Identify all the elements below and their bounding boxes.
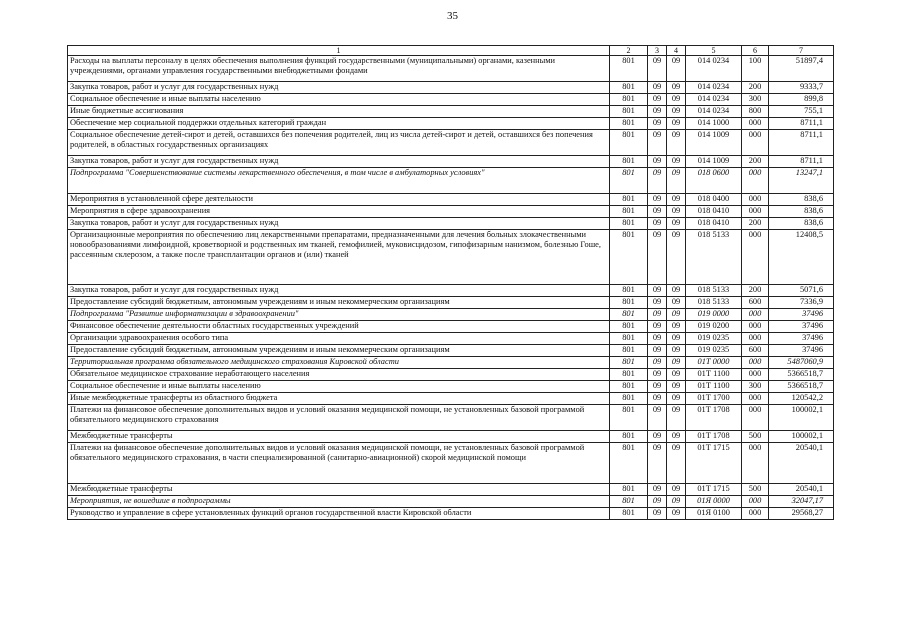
row-section-cell: 09 bbox=[648, 82, 667, 94]
row-target-cell: 018 5133 bbox=[686, 230, 742, 285]
row-section-cell: 09 bbox=[648, 285, 667, 297]
row-amount-cell: 755,1 bbox=[769, 106, 834, 118]
row-name-cell: Расходы на выплаты персоналу в целях обеспечения выполнения функций государственными (муниципальными) органами, казенными учреждениями, органами управления государственными внебюджетными фондами bbox=[68, 56, 610, 82]
row-expense-type-cell: 000 bbox=[742, 405, 769, 431]
row-amount-cell: 37496 bbox=[769, 345, 834, 357]
table-row bbox=[68, 168, 834, 194]
row-subsection-cell: 09 bbox=[667, 168, 686, 194]
row-target-cell: 019 0235 bbox=[686, 333, 742, 345]
table-row bbox=[68, 118, 834, 130]
row-name-cell: Мероприятия, не вошедшие в подпрограммы bbox=[68, 496, 610, 508]
row-name-cell: Мероприятия в сфере здравоохранения bbox=[68, 206, 610, 218]
row-expense-type-cell: 000 bbox=[742, 321, 769, 333]
table-row bbox=[68, 443, 834, 484]
table-row bbox=[68, 345, 834, 357]
row-section-cell: 09 bbox=[648, 496, 667, 508]
row-target-cell: 01Т 1708 bbox=[686, 405, 742, 431]
row-name-cell: Закупка товаров, работ и услуг для государственных нужд bbox=[68, 156, 610, 168]
row-target-cell: 018 5133 bbox=[686, 297, 742, 309]
row-code-cell: 801 bbox=[610, 106, 648, 118]
row-amount-cell: 13247,1 bbox=[769, 168, 834, 194]
row-code-cell: 801 bbox=[610, 381, 648, 393]
row-expense-type-cell: 000 bbox=[742, 393, 769, 405]
row-amount-cell: 12408,5 bbox=[769, 230, 834, 285]
row-section-cell: 09 bbox=[648, 94, 667, 106]
row-subsection-cell: 09 bbox=[667, 156, 686, 168]
row-code-cell: 801 bbox=[610, 297, 648, 309]
row-expense-type-cell: 500 bbox=[742, 431, 769, 443]
row-code-cell: 801 bbox=[610, 168, 648, 194]
row-expense-type-cell: 000 bbox=[742, 130, 769, 156]
table-row bbox=[68, 393, 834, 405]
row-expense-type-cell: 200 bbox=[742, 82, 769, 94]
row-section-cell: 09 bbox=[648, 130, 667, 156]
row-subsection-cell: 09 bbox=[667, 405, 686, 431]
row-amount-cell: 5071,6 bbox=[769, 285, 834, 297]
row-name-cell: Руководство и управление в сфере установленных функций органов государственной власти Кировской области bbox=[68, 508, 610, 520]
row-section-cell: 09 bbox=[648, 381, 667, 393]
row-code-cell: 801 bbox=[610, 496, 648, 508]
row-name-cell: Закупка товаров, работ и услуг для государственных нужд bbox=[68, 218, 610, 230]
row-amount-cell: 9333,7 bbox=[769, 82, 834, 94]
table-row bbox=[68, 381, 834, 393]
table-row bbox=[68, 230, 834, 285]
column-header: 2 bbox=[610, 46, 648, 56]
row-section-cell: 09 bbox=[648, 156, 667, 168]
row-name-cell: Закупка товаров, работ и услуг для государственных нужд bbox=[68, 285, 610, 297]
row-section-cell: 09 bbox=[648, 206, 667, 218]
table-row bbox=[68, 130, 834, 156]
row-code-cell: 801 bbox=[610, 508, 648, 520]
row-amount-cell: 5366518,7 bbox=[769, 369, 834, 381]
row-target-cell: 01Т 1708 bbox=[686, 431, 742, 443]
row-section-cell: 09 bbox=[648, 508, 667, 520]
row-name-cell: Мероприятия в установленной сфере деятельности bbox=[68, 194, 610, 206]
row-code-cell: 801 bbox=[610, 357, 648, 369]
row-subsection-cell: 09 bbox=[667, 357, 686, 369]
row-subsection-cell: 09 bbox=[667, 333, 686, 345]
row-code-cell: 801 bbox=[610, 118, 648, 130]
row-section-cell: 09 bbox=[648, 56, 667, 82]
row-amount-cell: 120542,2 bbox=[769, 393, 834, 405]
row-amount-cell: 7336,9 bbox=[769, 297, 834, 309]
row-name-cell: Иные межбюджетные трансферты из областного бюджета bbox=[68, 393, 610, 405]
row-target-cell: 019 0000 bbox=[686, 309, 742, 321]
row-subsection-cell: 09 bbox=[667, 218, 686, 230]
row-section-cell: 09 bbox=[648, 218, 667, 230]
column-header: 3 bbox=[648, 46, 667, 56]
row-amount-cell: 32047,17 bbox=[769, 496, 834, 508]
row-subsection-cell: 09 bbox=[667, 130, 686, 156]
table-row bbox=[68, 218, 834, 230]
row-target-cell: 014 1000 bbox=[686, 118, 742, 130]
row-name-cell: Организации здравоохранения особого типа bbox=[68, 333, 610, 345]
row-target-cell: 018 5133 bbox=[686, 285, 742, 297]
row-code-cell: 801 bbox=[610, 206, 648, 218]
row-target-cell: 018 0600 bbox=[686, 168, 742, 194]
row-code-cell: 801 bbox=[610, 369, 648, 381]
row-name-cell: Территориальная программа обязательного медицинского страхования Кировской области bbox=[68, 357, 610, 369]
row-section-cell: 09 bbox=[648, 369, 667, 381]
row-expense-type-cell: 000 bbox=[742, 496, 769, 508]
row-code-cell: 801 bbox=[610, 156, 648, 168]
row-section-cell: 09 bbox=[648, 118, 667, 130]
table-row bbox=[68, 484, 834, 496]
row-subsection-cell: 09 bbox=[667, 94, 686, 106]
row-name-cell: Социальное обеспечение детей-сирот и детей, оставшихся без попечения родителей, лиц из числа детей-сирот и детей, оставшихся без попечения родителей, в областных государственных организациях bbox=[68, 130, 610, 156]
table-row bbox=[68, 369, 834, 381]
row-expense-type-cell: 000 bbox=[742, 508, 769, 520]
row-expense-type-cell: 000 bbox=[742, 333, 769, 345]
column-header: 5 bbox=[686, 46, 742, 56]
row-code-cell: 801 bbox=[610, 443, 648, 484]
row-expense-type-cell: 000 bbox=[742, 168, 769, 194]
row-target-cell: 01Т 1715 bbox=[686, 443, 742, 484]
table-row bbox=[68, 194, 834, 206]
row-code-cell: 801 bbox=[610, 309, 648, 321]
row-expense-type-cell: 000 bbox=[742, 369, 769, 381]
column-header: 7 bbox=[769, 46, 834, 56]
row-expense-type-cell: 500 bbox=[742, 484, 769, 496]
row-amount-cell: 20540,1 bbox=[769, 443, 834, 484]
row-code-cell: 801 bbox=[610, 405, 648, 431]
row-section-cell: 09 bbox=[648, 357, 667, 369]
row-code-cell: 801 bbox=[610, 82, 648, 94]
row-expense-type-cell: 200 bbox=[742, 156, 769, 168]
row-name-cell: Межбюджетные трансферты bbox=[68, 484, 610, 496]
row-section-cell: 09 bbox=[648, 431, 667, 443]
row-subsection-cell: 09 bbox=[667, 297, 686, 309]
row-target-cell: 014 0234 bbox=[686, 56, 742, 82]
row-amount-cell: 8711,1 bbox=[769, 130, 834, 156]
row-code-cell: 801 bbox=[610, 230, 648, 285]
row-code-cell: 801 bbox=[610, 218, 648, 230]
table-row bbox=[68, 106, 834, 118]
row-code-cell: 801 bbox=[610, 393, 648, 405]
row-subsection-cell: 09 bbox=[667, 230, 686, 285]
table-row bbox=[68, 297, 834, 309]
row-code-cell: 801 bbox=[610, 333, 648, 345]
row-expense-type-cell: 800 bbox=[742, 106, 769, 118]
row-amount-cell: 37496 bbox=[769, 309, 834, 321]
table-row bbox=[68, 56, 834, 82]
table-header-row bbox=[68, 46, 834, 56]
row-subsection-cell: 09 bbox=[667, 443, 686, 484]
row-section-cell: 09 bbox=[648, 321, 667, 333]
row-name-cell: Закупка товаров, работ и услуг для государственных нужд bbox=[68, 82, 610, 94]
row-amount-cell: 838,6 bbox=[769, 218, 834, 230]
budget-table bbox=[67, 45, 834, 520]
row-section-cell: 09 bbox=[648, 443, 667, 484]
row-subsection-cell: 09 bbox=[667, 206, 686, 218]
table-row bbox=[68, 333, 834, 345]
row-section-cell: 09 bbox=[648, 230, 667, 285]
row-subsection-cell: 09 bbox=[667, 508, 686, 520]
column-header: 4 bbox=[667, 46, 686, 56]
table-row bbox=[68, 309, 834, 321]
row-section-cell: 09 bbox=[648, 405, 667, 431]
row-expense-type-cell: 300 bbox=[742, 381, 769, 393]
row-subsection-cell: 09 bbox=[667, 381, 686, 393]
table-row bbox=[68, 156, 834, 168]
row-name-cell: Обеспечение мер социальной поддержки отдельных категорий граждан bbox=[68, 118, 610, 130]
row-name-cell: Социальное обеспечение и иные выплаты населению bbox=[68, 94, 610, 106]
row-amount-cell: 5366518,7 bbox=[769, 381, 834, 393]
row-target-cell: 018 0410 bbox=[686, 206, 742, 218]
row-section-cell: 09 bbox=[648, 345, 667, 357]
row-name-cell: Иные бюджетные ассигнования bbox=[68, 106, 610, 118]
row-section-cell: 09 bbox=[648, 297, 667, 309]
row-amount-cell: 838,6 bbox=[769, 194, 834, 206]
row-target-cell: 019 0235 bbox=[686, 345, 742, 357]
row-expense-type-cell: 600 bbox=[742, 297, 769, 309]
row-name-cell: Обязательное медицинское страхование неработающего населения bbox=[68, 369, 610, 381]
row-target-cell: 01Т 1700 bbox=[686, 393, 742, 405]
row-expense-type-cell: 000 bbox=[742, 230, 769, 285]
page-number: 35 bbox=[447, 10, 458, 22]
row-target-cell: 014 1009 bbox=[686, 130, 742, 156]
row-amount-cell: 5487060,9 bbox=[769, 357, 834, 369]
row-subsection-cell: 09 bbox=[667, 118, 686, 130]
table-row bbox=[68, 496, 834, 508]
row-subsection-cell: 09 bbox=[667, 345, 686, 357]
row-code-cell: 801 bbox=[610, 484, 648, 496]
row-section-cell: 09 bbox=[648, 333, 667, 345]
row-expense-type-cell: 000 bbox=[742, 443, 769, 484]
row-target-cell: 01Т 1715 bbox=[686, 484, 742, 496]
row-subsection-cell: 09 bbox=[667, 369, 686, 381]
row-target-cell: 01Я 0100 bbox=[686, 508, 742, 520]
row-section-cell: 09 bbox=[648, 484, 667, 496]
row-target-cell: 01Т 1100 bbox=[686, 369, 742, 381]
row-target-cell: 014 0234 bbox=[686, 106, 742, 118]
row-target-cell: 01Т 0000 bbox=[686, 357, 742, 369]
row-amount-cell: 838,6 bbox=[769, 206, 834, 218]
row-target-cell: 018 0400 bbox=[686, 194, 742, 206]
table-row bbox=[68, 94, 834, 106]
table-row bbox=[68, 285, 834, 297]
row-name-cell: Предоставление субсидий бюджетным, автономным учреждениям и иным некоммерческим организациям bbox=[68, 297, 610, 309]
row-expense-type-cell: 000 bbox=[742, 206, 769, 218]
table-row bbox=[68, 357, 834, 369]
row-name-cell: Платежи на финансовое обеспечение дополнительных видов и условий оказания медицинской помощи, не установленных базовой программой обязательного медицинского страхования bbox=[68, 405, 610, 431]
row-name-cell: Предоставление субсидий бюджетным, автономным учреждениям и иным некоммерческим организациям bbox=[68, 345, 610, 357]
row-code-cell: 801 bbox=[610, 130, 648, 156]
row-expense-type-cell: 000 bbox=[742, 357, 769, 369]
row-name-cell: Организационные мероприятия по обеспечению лиц лекарственными препаратами, предназначенными для лечения больных злокачественными новообразованиями лимфоидной, кроветворной и родственных им тканей, гемофилией, муковисцидозом, гипофизарным нанизмом, болезнью Гоше, рассеянным склерозом, а также после трансплантации органов и (или) тканей bbox=[68, 230, 610, 285]
table-row bbox=[68, 82, 834, 94]
row-code-cell: 801 bbox=[610, 94, 648, 106]
row-expense-type-cell: 000 bbox=[742, 194, 769, 206]
table-row bbox=[68, 206, 834, 218]
row-code-cell: 801 bbox=[610, 345, 648, 357]
row-amount-cell: 37496 bbox=[769, 321, 834, 333]
row-subsection-cell: 09 bbox=[667, 82, 686, 94]
row-name-cell: Социальное обеспечение и иные выплаты населению bbox=[68, 381, 610, 393]
row-amount-cell: 29568,27 bbox=[769, 508, 834, 520]
row-expense-type-cell: 200 bbox=[742, 218, 769, 230]
row-subsection-cell: 09 bbox=[667, 393, 686, 405]
row-amount-cell: 37496 bbox=[769, 333, 834, 345]
row-target-cell: 014 0234 bbox=[686, 82, 742, 94]
row-code-cell: 801 bbox=[610, 56, 648, 82]
row-amount-cell: 20540,1 bbox=[769, 484, 834, 496]
row-subsection-cell: 09 bbox=[667, 285, 686, 297]
row-subsection-cell: 09 bbox=[667, 484, 686, 496]
table-row bbox=[68, 431, 834, 443]
row-amount-cell: 51897,4 bbox=[769, 56, 834, 82]
row-target-cell: 01Я 0000 bbox=[686, 496, 742, 508]
table-row bbox=[68, 508, 834, 520]
row-subsection-cell: 09 bbox=[667, 321, 686, 333]
row-expense-type-cell: 100 bbox=[742, 56, 769, 82]
table-row bbox=[68, 321, 834, 333]
row-expense-type-cell: 600 bbox=[742, 345, 769, 357]
row-expense-type-cell: 000 bbox=[742, 309, 769, 321]
row-name-cell: Межбюджетные трансферты bbox=[68, 431, 610, 443]
row-name-cell: Подпрограмма "Развитие информатизации в здравоохранении" bbox=[68, 309, 610, 321]
row-section-cell: 09 bbox=[648, 106, 667, 118]
row-amount-cell: 8711,1 bbox=[769, 118, 834, 130]
row-name-cell: Платежи на финансовое обеспечение дополнительных видов и условий оказания медицинской помощи, не установленных базовой программой обязательного медицинского страхования, в части специализированной (санитарно-авиационной) скорой медицинской помощи bbox=[68, 443, 610, 484]
row-target-cell: 014 1009 bbox=[686, 156, 742, 168]
row-target-cell: 014 0234 bbox=[686, 94, 742, 106]
row-amount-cell: 100002,1 bbox=[769, 405, 834, 431]
row-section-cell: 09 bbox=[648, 393, 667, 405]
row-section-cell: 09 bbox=[648, 168, 667, 194]
row-subsection-cell: 09 bbox=[667, 431, 686, 443]
row-subsection-cell: 09 bbox=[667, 309, 686, 321]
row-target-cell: 018 0410 bbox=[686, 218, 742, 230]
row-amount-cell: 8711,1 bbox=[769, 156, 834, 168]
row-code-cell: 801 bbox=[610, 194, 648, 206]
column-header: 1 bbox=[68, 46, 610, 56]
row-expense-type-cell: 000 bbox=[742, 118, 769, 130]
row-subsection-cell: 09 bbox=[667, 106, 686, 118]
row-expense-type-cell: 200 bbox=[742, 285, 769, 297]
row-target-cell: 019 0200 bbox=[686, 321, 742, 333]
row-amount-cell: 899,8 bbox=[769, 94, 834, 106]
table-row bbox=[68, 405, 834, 431]
row-subsection-cell: 09 bbox=[667, 194, 686, 206]
row-amount-cell: 100002,1 bbox=[769, 431, 834, 443]
row-target-cell: 01Т 1100 bbox=[686, 381, 742, 393]
row-subsection-cell: 09 bbox=[667, 56, 686, 82]
row-section-cell: 09 bbox=[648, 194, 667, 206]
row-name-cell: Подпрограмма "Совершенствование системы лекарственного обеспечения, в том числе в амбулаторных условиях" bbox=[68, 168, 610, 194]
row-subsection-cell: 09 bbox=[667, 496, 686, 508]
row-code-cell: 801 bbox=[610, 285, 648, 297]
row-section-cell: 09 bbox=[648, 309, 667, 321]
row-code-cell: 801 bbox=[610, 431, 648, 443]
row-expense-type-cell: 300 bbox=[742, 94, 769, 106]
row-name-cell: Финансовое обеспечение деятельности областных государственных учреждений bbox=[68, 321, 610, 333]
column-header: 6 bbox=[742, 46, 769, 56]
row-code-cell: 801 bbox=[610, 321, 648, 333]
